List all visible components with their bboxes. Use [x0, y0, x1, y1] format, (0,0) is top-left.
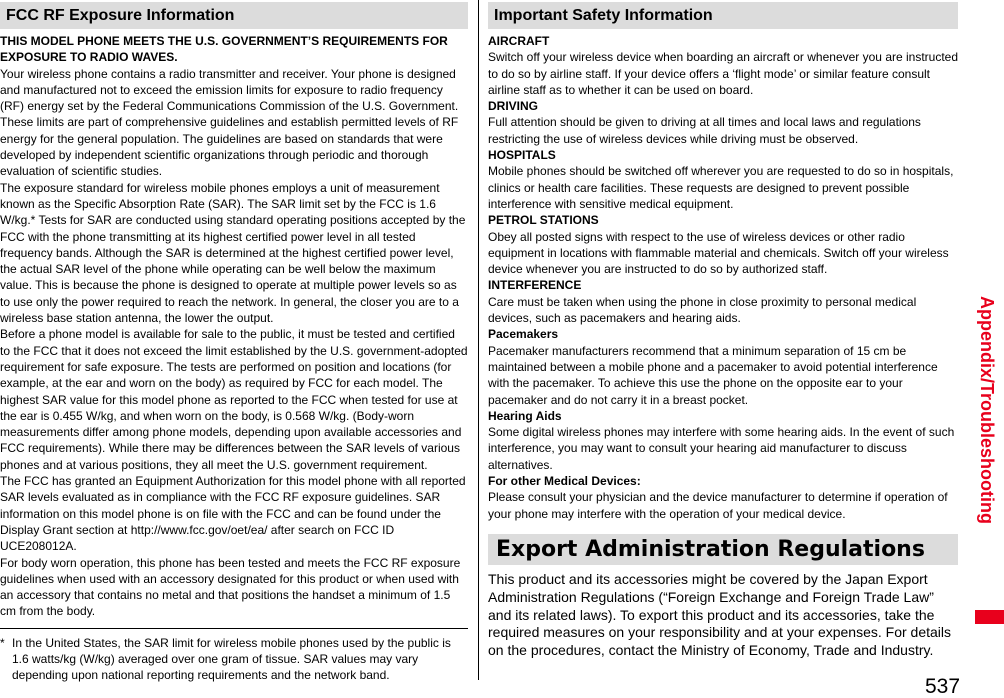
safety-item-title: Hearing Aids [488, 408, 562, 423]
fcc-lead: THIS MODEL PHONE MEETS THE U.S. GOVERNMENT’S REQUIREMENTS FOR EXPOSURE TO RADIO WAVES. [0, 34, 448, 65]
safety-item-text: Full attention should be given to driving at all times and local laws and regulations restricting the use of wireless devices while driving must be observed. [488, 115, 921, 146]
safety-item-title: HOSPITALS [488, 148, 556, 163]
side-tab-label: Appendix/Troubleshooting [977, 296, 997, 524]
fcc-paragraph: The exposure standard for wireless mobile phones employs a unit of measurement known as the Specific Absorption Rate (SAR). The SAR limit set by the FCC is 1.6 W/kg.* Tests for SAR are conducted using standard operating positions accepted by the FCC with the phone transmitting at its highest certified power level in all tested frequency bands. Although the SAR is determined at the highest certified power level, the actual SAR level of the phone while operating can be well below the maximum value. This is because the phone is designed to operate at multiple power levels so as to use only the power required to reach the network. In general, the closer you are to a wireless base station antenna, the lower the output. [0, 180, 466, 326]
side-tab [975, 292, 1004, 692]
fcc-paragraph: Before a phone model is available for sale to the public, it must be tested and certified to the FCC that it does not exceed the limit established by the U.S. government-adopted requirement for safe exposure. The tests are performed on position and locations (for example, at the ear and worn on the body) as required by FCC for each model. The highest SAR value for this model phone as reported to the FCC when tested for use at the ear is 0.455 W/kg, and when worn on the body, is 0.568 W/kg. (Body-worn measurements differ among phone models, depending upon available accessories and FCC requirements). While there may be differences between the SAR levels of various phones and at various positions, they all meet the U.S. government requirement. [0, 327, 468, 472]
footnote-text: In the United States, the SAR limit for wireless mobile phones used by the public is 1.6 watts/kg (W/kg) averaged over one gram of tissue. SAR values may vary depending upon national reporting requirements and the network band. [12, 635, 451, 683]
side-tab-marker [975, 610, 1004, 624]
safety-body [488, 33, 958, 522]
fcc-paragraph: For body worn operation, this phone has been tested and meets the FCC RF exposure guidelines when used with an accessory designated for this product or when used with an accessory that contains no metal and that positions the handset a minimum of 1.5 cm from the body. [0, 555, 461, 619]
page-number: 537 [925, 675, 961, 698]
export-text: This product and its accessories might be covered by the Japan Export Administration Regulations (“Foreign Exchange and Foreign Trade Law” and its related laws). To export this product and its accessories, take the required measures on your responsibility and at your expenses. For details on the procedures, contact the Ministry of Economy, Trade and Industry. [488, 570, 952, 659]
safety-item-title: DRIVING [488, 99, 539, 114]
safety-item-text: Pacemaker manufacturers recommend that a minimum separation of 15 cm be maintained between a mobile phone and a pacemaker to avoid potential interference with the pacemaker. To achieve this use the phone on the opposite ear to your pacemaker and do not carry it in a breast pocket. [488, 343, 938, 407]
safety-item-title: PETROL STATIONS [488, 213, 599, 228]
safety-item-title: INTERFERENCE [488, 278, 582, 293]
safety-item-title: For other Medical Devices: [488, 474, 641, 489]
safety-item-text: Care must be taken when using the phone in close proximity to personal medical devices, such as pacemakers and hearing aids. [488, 294, 917, 326]
left-column [0, 0, 468, 684]
safety-section-heading: Important Safety Information [488, 2, 958, 29]
safety-item-text: Some digital wireless phones may interfere with some hearing aids. In the event of such interference, you may want to consult your hearing aid manufacturer to discuss alternatives. [488, 425, 955, 472]
safety-item-text: Mobile phones should be switched off wherever you are requested to do so in hospitals, clinics or health care facilities. These requests are designed to prevent possible interference with sensitive medical equipment. [488, 164, 954, 211]
right-column [488, 0, 958, 660]
footnote-mark: * [0, 635, 5, 650]
fcc-body [0, 33, 468, 620]
safety-item-text: Obey all posted signs with respect to the use of wireless devices or other radio equipment in locations with flammable material and chemicals. Switch off your wireless device whenever you are instructed to do so by authorized staff. [488, 229, 949, 277]
sar-footnote [0, 628, 468, 684]
fcc-section-heading: FCC RF Exposure Information [0, 2, 468, 29]
export-section-heading: Export Administration Regulations [488, 534, 958, 565]
fcc-paragraph: Your wireless phone contains a radio transmitter and receiver. Your phone is designed and manufactured not to exceed the emission limits for exposure to radio frequency (RF) energy set by the Federal Communications Commission of the U.S. Government. These limits are part of comprehensive guidelines and establish permitted levels of RF energy for the general population. The guidelines are based on standards that were developed by independent scientific organizations through periodic and thorough evaluation of scientific studies. [0, 66, 459, 179]
column-divider [478, 0, 479, 680]
safety-item-title: Pacemakers [488, 327, 559, 342]
safety-item-text: Please consult your physician and the device manufacturer to determine if operation of your phone may interfere with the operation of your medical device. [488, 490, 948, 521]
safety-item-title: AIRCRAFT [488, 34, 550, 48]
safety-item-text: Switch off your wireless device when boarding an aircraft or whenever you are instructed to do so by airline staff. If your device offers a ‘flight mode’ or similar feature consult airline staff as to whether it can be used on board. [488, 50, 959, 97]
fcc-paragraph: The FCC has granted an Equipment Authorization for this model phone with all reported SAR levels evaluated as in compliance with the FCC RF exposure guidelines. SAR information on this model phone is on file with the FCC and can be found under the Display Grant section at http://www.fcc.gov/oet/ea/ after search on FCC ID UCE208012A. [0, 474, 466, 554]
